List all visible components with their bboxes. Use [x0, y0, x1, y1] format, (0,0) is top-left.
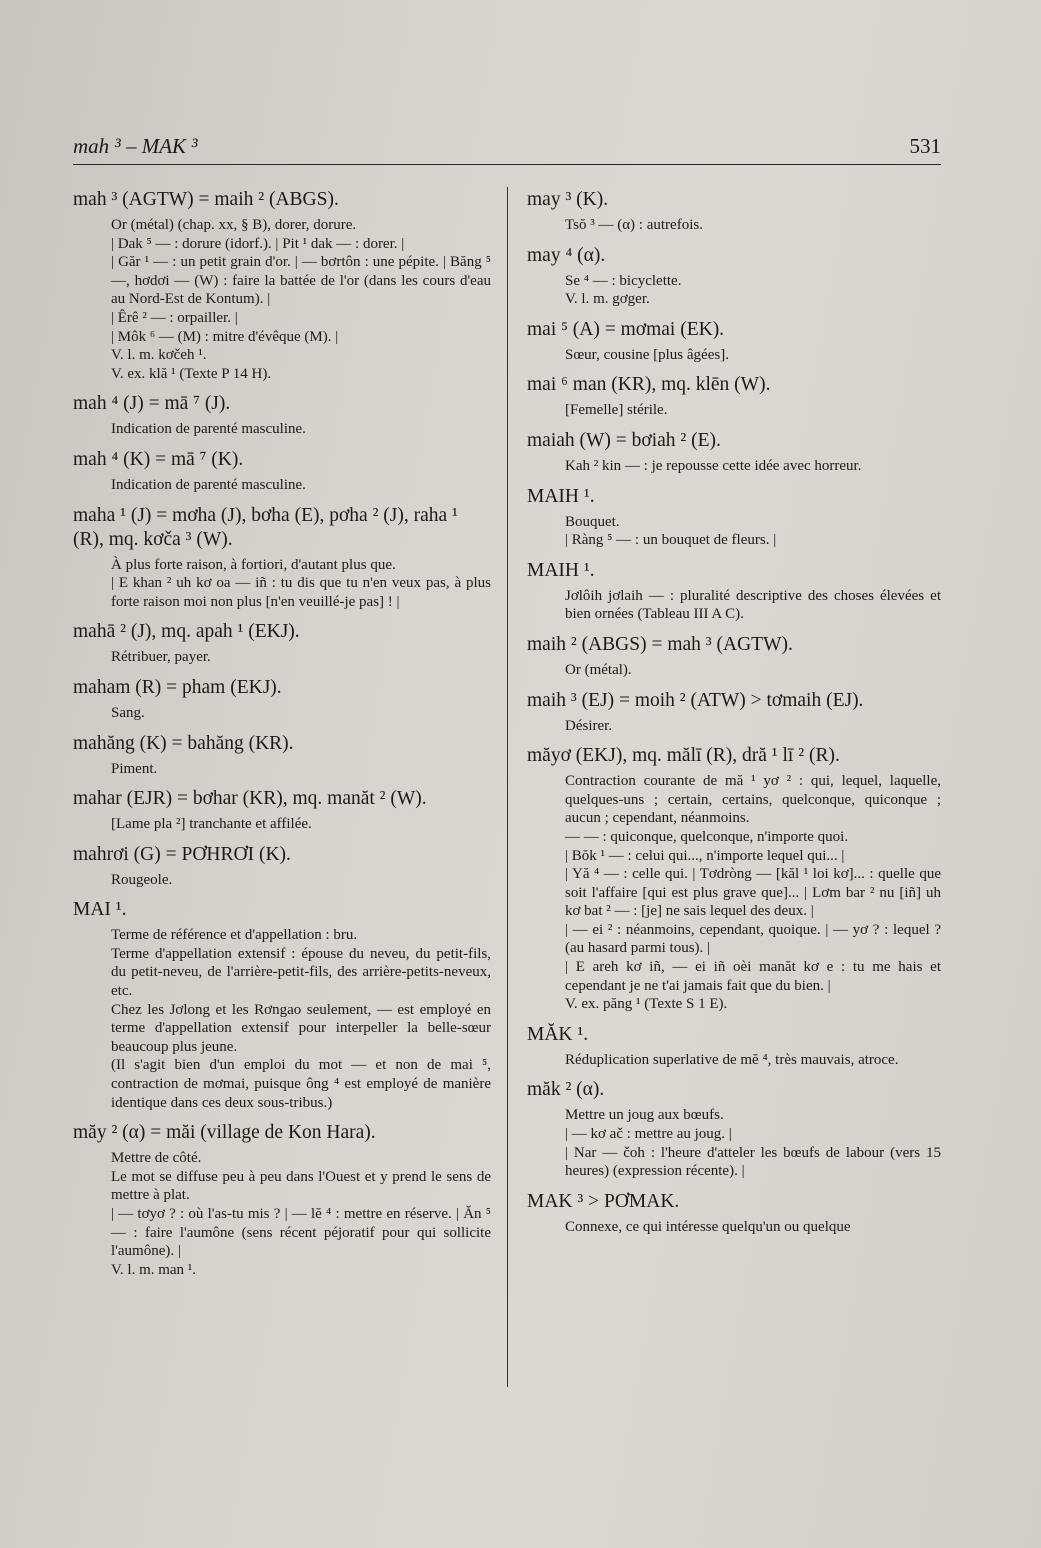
entry-definition: [111, 871, 491, 890]
definition-line: [Lame pla ²] tranchante et affilée.: [111, 816, 312, 833]
dictionary-entry: [527, 485, 941, 550]
definition-line: V. ex. klă ¹ (Texte P 14 H).: [111, 365, 272, 382]
entry-headword: mahā ² (J), mq. apah ¹ (EKJ).: [73, 621, 300, 643]
right-column: [527, 188, 941, 1245]
dictionary-entry: [73, 843, 491, 890]
entry-headword: mahrơi (G) = PƠHRƠI (K).: [73, 843, 291, 865]
definition-line: Désirer.: [565, 717, 613, 734]
dictionary-entry: [73, 787, 491, 834]
entry-headword: măy ² (α) = măi (village de Kon Hara).: [73, 1122, 376, 1144]
dictionary-entry: [527, 318, 941, 365]
dictionary-entry: [527, 188, 941, 235]
entry-headword: mah ⁴ (K) = mā ⁷ (K).: [73, 448, 244, 470]
page-header: [73, 134, 941, 165]
dictionary-entry: [73, 898, 491, 1112]
definition-line: Indication de parenté masculine.: [111, 421, 306, 438]
column-divider: [507, 187, 508, 1387]
definition-line: Kah ² kin — : je repousse cette idée avec horreur.: [565, 457, 862, 474]
entry-definition: [565, 1218, 941, 1237]
definition-line: Se ⁴ — : bicyclette.: [565, 272, 682, 289]
entry-headword: mai ⁶ man (KR), mq. klēn (W).: [527, 374, 771, 396]
dictionary-entry: [527, 744, 941, 1014]
entry-headword: may ³ (K).: [527, 189, 609, 210]
dictionary-entry: [73, 188, 491, 383]
running-head: mah ³ – MAK ³: [73, 134, 198, 158]
entry-definition: [111, 760, 491, 779]
definition-line: Jơlôih jơlaih — : pluralité descriptive des choses élevées et bien ornées (Tableau III A C).: [565, 587, 941, 623]
entry-definition: [565, 587, 941, 624]
entry-definition: [111, 926, 491, 1112]
entry-headword: MĂK ¹.: [527, 1023, 589, 1045]
dictionary-entry: [527, 373, 941, 420]
dictionary-entry: [73, 448, 491, 495]
entry-definition: [565, 717, 941, 736]
definition-line: | Êrê ² — : orpailler. |: [111, 309, 238, 326]
entry-headword: MAIH ¹.: [527, 485, 595, 507]
dictionary-entry: [73, 1121, 491, 1279]
definition-line: V. l. m. kơčeh ¹.: [111, 347, 207, 364]
dictionary-entry: [73, 392, 491, 439]
entry-headword: mah ³ (AGTW) = maih ² (ABGS).: [73, 189, 339, 210]
definition-line: À plus forte raison, à fortiori, d'autant plus que.: [111, 556, 396, 573]
entry-definition: [565, 1106, 941, 1180]
definition-line: — — : quiconque, quelconque, n'importe quoi.: [565, 828, 849, 845]
entry-headword: maham (R) = pham (EKJ).: [73, 676, 282, 698]
definition-line: | E khan ² uh kơ oa — iñ : tu dis que tu n'en veux pas, à plus forte raison moi non plus [n'en veuillé-je pas] ! |: [111, 575, 491, 610]
definition-line: V. l. m. gơger.: [565, 291, 650, 308]
entry-definition: [565, 401, 941, 420]
entry-definition: [111, 815, 491, 834]
definition-line: Or (métal) (chap. xx, § B), dorer, dorure.: [111, 217, 357, 233]
definition-line: Connexe, ce qui intéresse quelqu'un ou quelque: [565, 1218, 851, 1235]
left-column: [73, 188, 491, 1288]
entry-definition: [111, 420, 491, 439]
definition-line: Indication de parenté masculine.: [111, 476, 306, 493]
entry-headword: maih ² (ABGS) = mah ³ (AGTW).: [527, 633, 793, 655]
entry-headword: mah ⁴ (J) = mā ⁷ (J).: [73, 393, 231, 415]
definition-line: Le mot se diffuse peu à peu dans l'Ouest et y prend le sens de mettre à plat.: [111, 1168, 491, 1204]
definition-line: | Bŏk ¹ — : celui qui..., n'importe lequel qui... |: [565, 847, 845, 864]
entry-definition: [565, 1051, 941, 1070]
entry-definition: [565, 661, 941, 680]
dictionary-entry: [527, 1190, 941, 1237]
entry-definition: [111, 648, 491, 667]
entry-headword: mahăng (K) = bahăng (KR).: [73, 732, 294, 754]
definition-line: | — ei ² : néanmoins, cependant, quoique. | — yơ ? : lequel ? (au hasard parmi tous). |: [565, 921, 941, 957]
definition-line: Réduplication superlative de mĕ ⁴, très mauvais, atroce.: [565, 1051, 899, 1068]
entry-headword: măk ² (α).: [527, 1079, 605, 1101]
dictionary-entry: [527, 1078, 941, 1180]
definition-line: (Il s'agit bien d'un emploi du mot — et non de mai ⁵, contraction de mơmai, puisque ông ⁴ est employé de manière identique dans ces deux sous-tribus.): [111, 1057, 491, 1111]
entry-headword: mahar (EJR) = bơhar (KR), mq. manăt ² (W).: [73, 788, 427, 810]
definition-line: | Dak ⁵ — : dorure (idorf.). | Pit ¹ dak — : dorer. |: [111, 235, 405, 252]
definition-line: Rougeole.: [111, 871, 173, 888]
dictionary-entry: [527, 559, 941, 624]
entry-headword: măyơ (EKJ), mq. mălī (R), dră ¹ lī ² (R).: [527, 745, 840, 767]
dictionary-entry: [527, 429, 941, 476]
definition-line: | Ràng ⁵ — : un bouquet de fleurs. |: [565, 532, 777, 549]
definition-line: Rétribuer, payer.: [111, 649, 211, 666]
entry-definition: [565, 346, 941, 365]
definition-line: V. ex. păng ¹ (Texte S 1 E).: [565, 996, 728, 1013]
definition-line: Or (métal).: [565, 661, 632, 678]
definition-line: Sœur, cousine [plus âgées].: [565, 346, 729, 363]
definition-line: Terme de référence et d'appellation : bru.: [111, 927, 358, 944]
definition-line: | Môk ⁶ — (M) : mitre d'évêque (M). |: [111, 328, 339, 345]
dictionary-entry: [73, 732, 491, 779]
entry-definition: [111, 556, 491, 612]
dictionary-entry: [73, 620, 491, 667]
dictionary-entry: [73, 676, 491, 723]
entry-headword: MAI ¹.: [73, 899, 127, 921]
definition-line: | Găr ¹ — : un petit grain d'or. | — bơrtôn : une pépite. | Băng ⁵ —, hơdơi — (W) : faire la battée de l'or (dans les cours d'eau au Nord-Est de Kontum). |: [111, 254, 491, 308]
definition-line: | Nar — čoh : l'heure d'atteler les bœufs de labour (vers 15 heures) (expression récente). |: [565, 1144, 941, 1180]
definition-line: Sang.: [111, 704, 145, 721]
definition-line: Terme d'appellation extensif : épouse du neveu, du petit-fils, du petit-neveu, de l'arrière-petit-fils, des arrière-petits-neveux, etc.: [111, 945, 491, 1000]
entry-headword: maiah (W) = bơiah ² (E).: [527, 429, 721, 451]
entry-definition: [565, 272, 941, 309]
entry-headword: MAIH ¹.: [527, 559, 595, 581]
page-number: 531: [909, 134, 941, 158]
definition-line: Tsŏ ³ — (α) : autrefois.: [565, 217, 703, 233]
entry-definition: [565, 772, 941, 1014]
entry-definition: [565, 216, 941, 235]
definition-line: [Femelle] stérile.: [565, 402, 668, 419]
entry-definition: [111, 476, 491, 495]
definition-line: Chez les Jơlong et les Rơngao seulement, — est employé en terme d'appellation extensif pour interpeller la belle-sœur beaucoup plus jeune.: [111, 1001, 491, 1055]
entry-definition: [111, 1149, 491, 1279]
definition-line: | E areh kơ iñ, — ei iñ oèi manăt kơ e : tu me hais et cependant je ne t'ai jamais fait que du bien. |: [565, 959, 941, 994]
definition-line: Mettre un joug aux bœufs.: [565, 1107, 724, 1124]
definition-line: | Yă ⁴ — : celle qui. | Tơdròng — [kăl ¹ loi kơ]... : quelle que soit l'affaire [qui est plus grave que]... | Lơm bar ² nu [iñ] uh kơ bat ² — : [je] ne sais lequel des deux. |: [565, 866, 941, 920]
definition-line: Piment.: [111, 760, 158, 777]
dictionary-entry: [527, 244, 941, 309]
dictionary-entry: [73, 504, 491, 612]
entry-definition: [565, 457, 941, 476]
dictionary-entry: [527, 1023, 941, 1070]
entry-headword: MAK ³ > PƠMAK.: [527, 1190, 680, 1212]
entry-headword: maha ¹ (J) = mơha (J), bơha (E), pơha ² (J), raha ¹ (R), mq. kơča ³ (W).: [73, 504, 458, 550]
definition-line: Mettre de côté.: [111, 1150, 202, 1167]
entry-definition: [111, 704, 491, 723]
definition-line: Bouquet.: [565, 513, 620, 530]
definition-line: | — tơyơ ? : où l'as-tu mis ? | — lĕ ⁴ : mettre en réserve. | Ăn ⁵ — : faire l'aumône (sens récent péjoratif pour qui sollicite l'aumône). |: [111, 1206, 491, 1260]
entry-headword: maih ³ (EJ) = moih ² (ATW) > tơmaih (EJ).: [527, 689, 864, 711]
entry-headword: may ⁴ (α).: [527, 244, 606, 266]
definition-line: V. l. m. man ¹.: [111, 1261, 197, 1278]
entry-definition: [111, 216, 491, 383]
definition-line: | — kơ ač : mettre au joug. |: [565, 1126, 732, 1143]
entry-headword: mai ⁵ (A) = mơmai (EK).: [527, 318, 725, 340]
dictionary-entry: [527, 633, 941, 680]
definition-line: Contraction courante de mă ¹ yơ ² : qui, lequel, laquelle, quelques-uns ; certain, certains, quelconque, quiconque ; aucun ; cependant, néanmoins.: [565, 773, 941, 827]
entry-definition: [565, 513, 941, 550]
dictionary-entry: [527, 689, 941, 736]
